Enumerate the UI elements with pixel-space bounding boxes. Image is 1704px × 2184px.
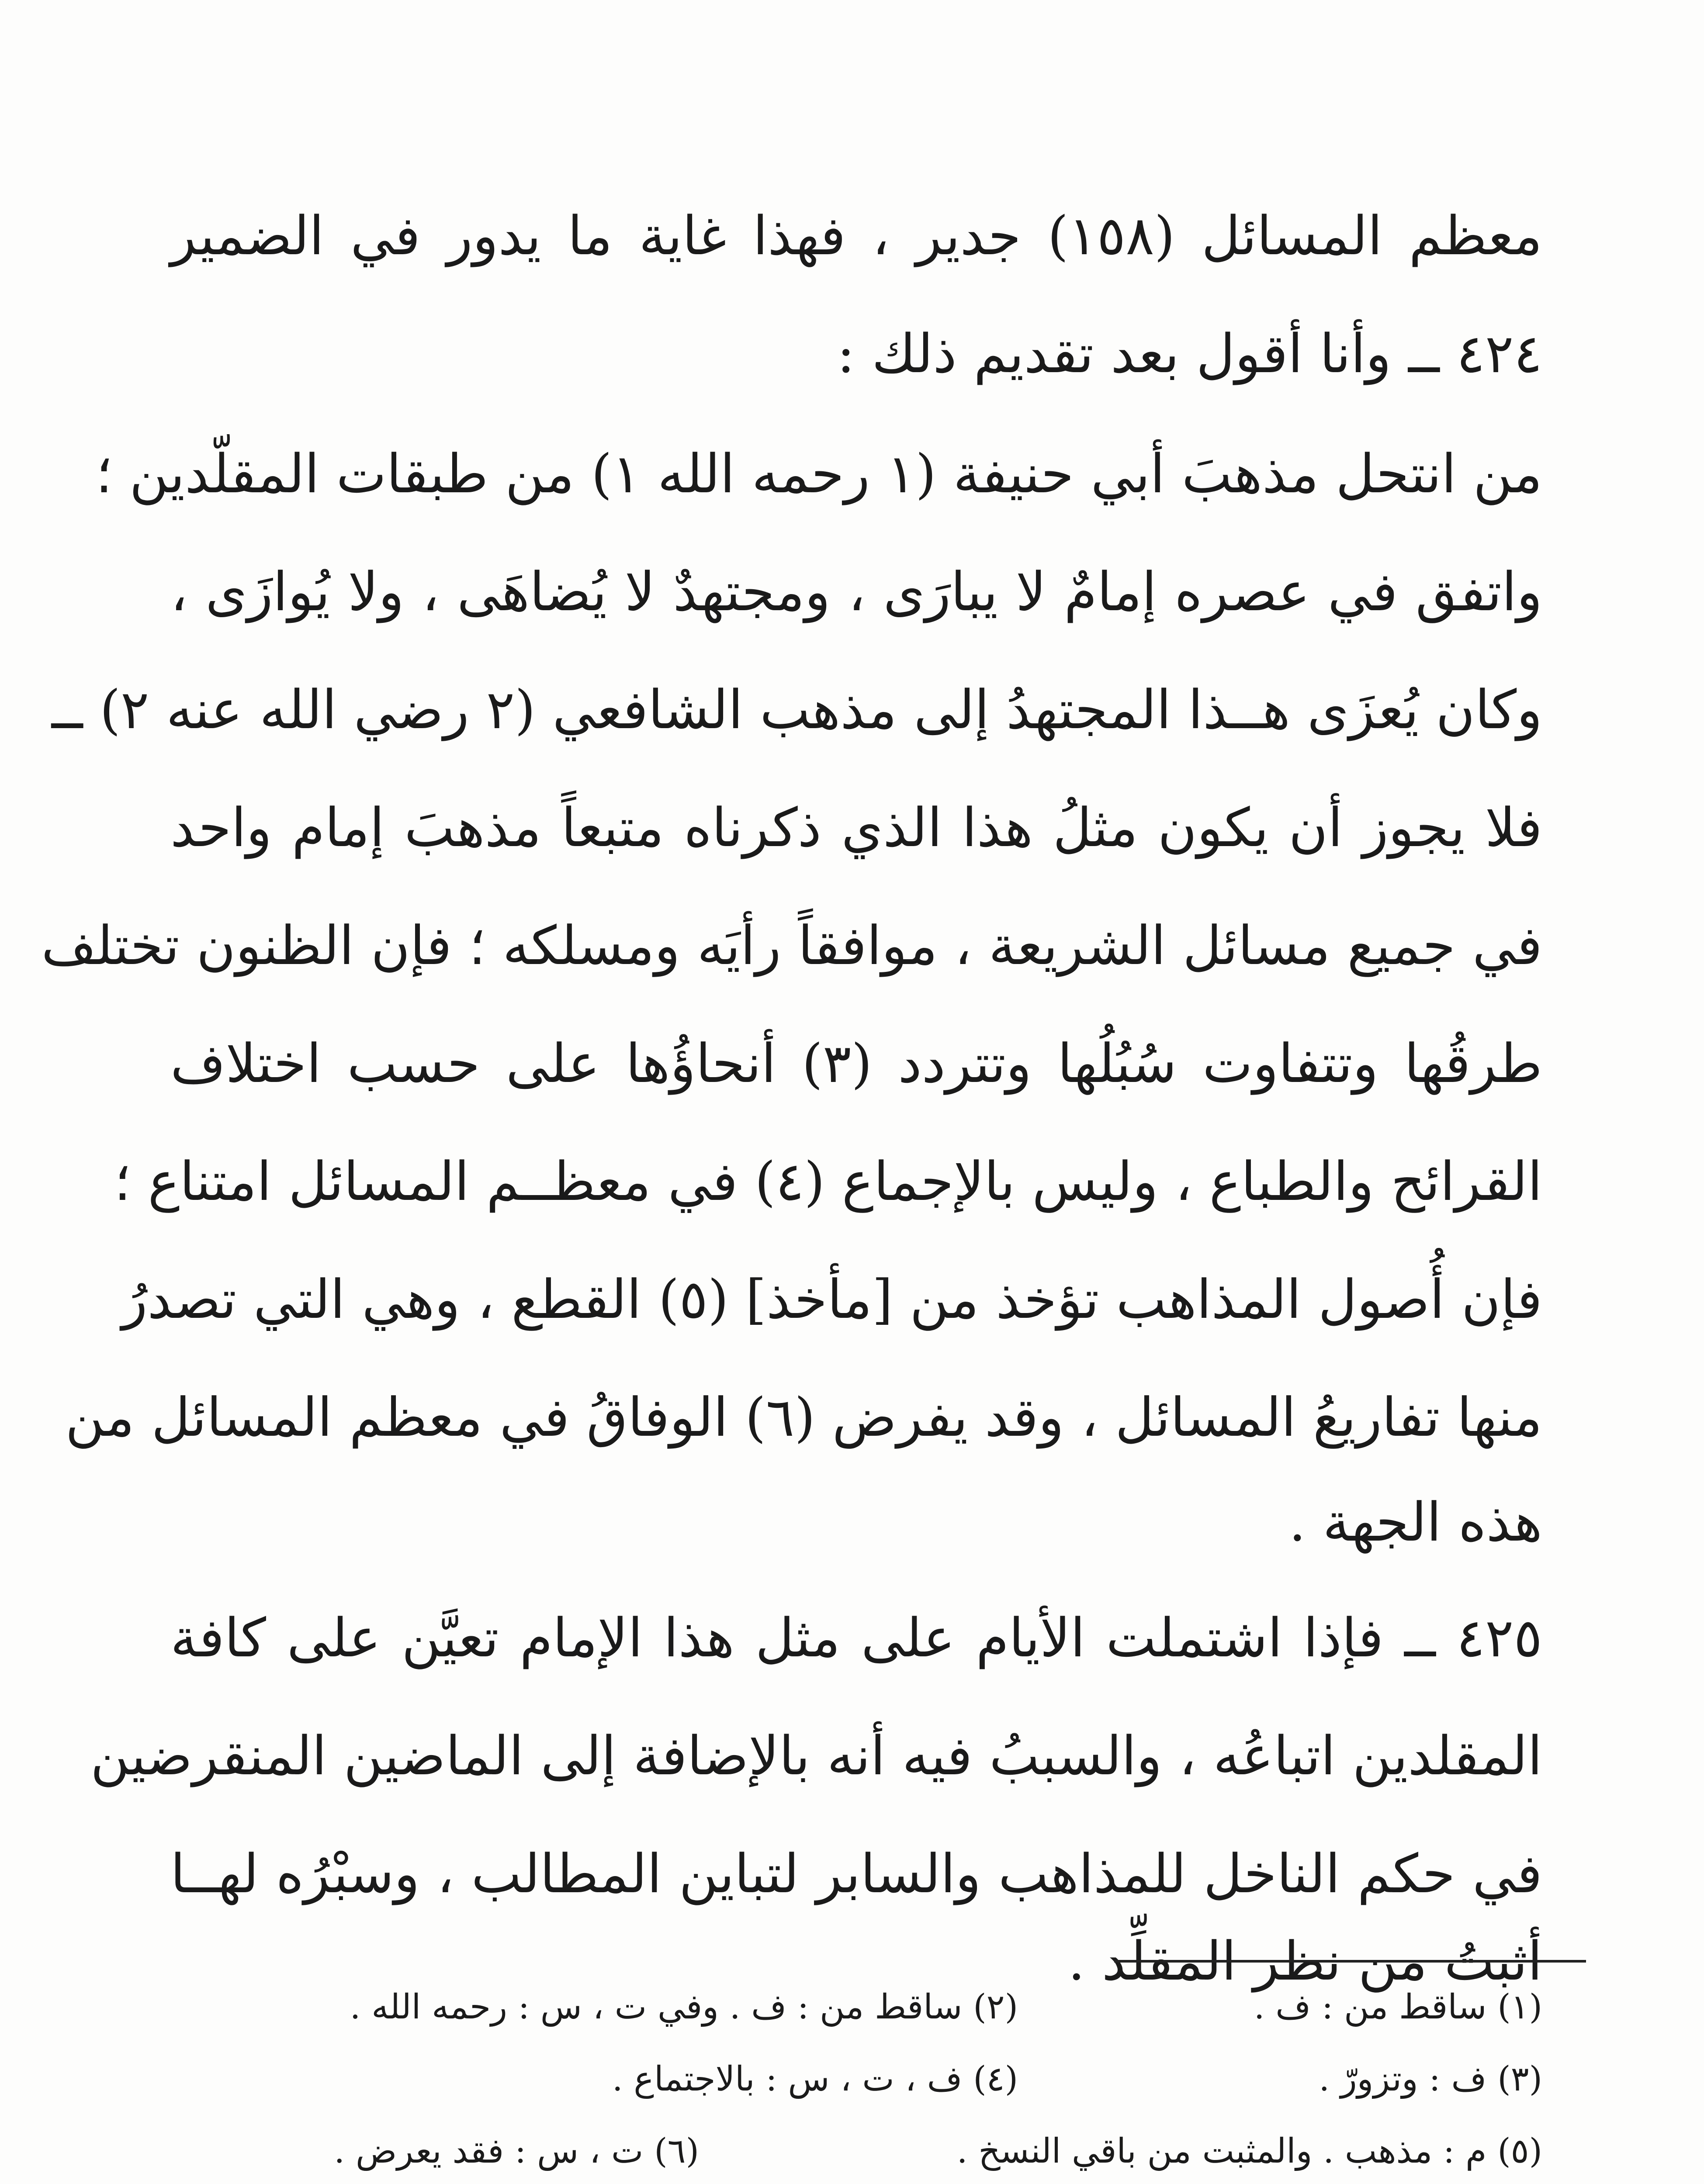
footnote-3: (٣) ف : وتزورّ . bbox=[1319, 2060, 1542, 2099]
footnote-1: (١) ساقط من : ف . bbox=[1254, 1987, 1542, 2027]
text-line-10: فإن أُصول المذاهب تؤخذ من [مأخذ] (٥) القطع ، وهي التي تصدرُ bbox=[121, 1268, 1542, 1330]
text-line-6: فلا يجوز أن يكون مثلُ هذا الذي ذكرناه متبعاً مذهبَ إمام واحد bbox=[170, 797, 1542, 859]
text-line-4: واتفق في عصره إمامٌ لا يبارَى ، ومجتهدٌ لا يُضاهَى ، ولا يُوازَى ، bbox=[170, 561, 1542, 623]
text-line-1: معظم المسائل (١٥٨) جدير ، فهذا غاية ما يدور في الضمير bbox=[170, 205, 1543, 267]
text-line-9: القرائح والطباع ، وليس بالإجماع (٤) في معظــم المسائل امتناع ؛ bbox=[114, 1151, 1542, 1213]
footnote-6: (٦) ت ، س : فقد يعرض . bbox=[334, 2132, 699, 2171]
footnote-5: (٥) م : مذهب . والمثبت من باقي النسخ . bbox=[956, 2132, 1542, 2171]
text-line-16: أثبتُ من نظر المقلِّد . bbox=[1068, 1930, 1542, 1992]
footnote-4: (٤) ف ، ت ، س : بالاجتماع . bbox=[612, 2060, 1018, 2099]
section-424-heading: ٤٢٤ ــ وأنا أقول بعد تقديم ذلك : bbox=[837, 323, 1542, 385]
text-line-15: في حكم الناخل للمذاهب والسابر لتباين المطالب ، وسبْرُه لهــا bbox=[170, 1843, 1542, 1905]
text-line-14: المقلدين اتباعُه ، والسببُ فيه أنه بالإضافة إلى الماضين المنقرضين bbox=[90, 1725, 1542, 1787]
text-line-7: في جميع مسائل الشريعة ، موافقاً رأيَه ومسلكه ؛ فإن الظنون تختلف bbox=[41, 915, 1542, 977]
text-line-5: وكان يُعزَى هــذا المجتهدُ إلى مذهب الشافعي (٢ رضي الله عنه ٢) ــ bbox=[52, 679, 1542, 741]
text-line-8: طرقُها وتتفاوت سُبُلُها وتتردد (٣) أنحاؤُها على حسب اختلاف bbox=[170, 1033, 1542, 1095]
section-425-line-1: ٤٢٥ ــ فإذا اشتملت الأيام على مثل هذا الإمام تعيَّن على كافة bbox=[170, 1607, 1542, 1669]
footnote-separator bbox=[1114, 1960, 1586, 1963]
text-line-3: من انتحل مذهبَ أبي حنيفة (١ رحمه الله ١) من طبقات المقلّدين ؛ bbox=[95, 443, 1542, 505]
text-line-11: منها تفاريعُ المسائل ، وقد يفرض (٦) الوفاقُ في معظم المسائل من bbox=[65, 1386, 1542, 1448]
footnote-2: (٢) ساقط من : ف . وفي ت ، س : رحمه الله . bbox=[350, 1987, 1018, 2027]
text-line-12: هذه الجهة . bbox=[1288, 1491, 1542, 1553]
